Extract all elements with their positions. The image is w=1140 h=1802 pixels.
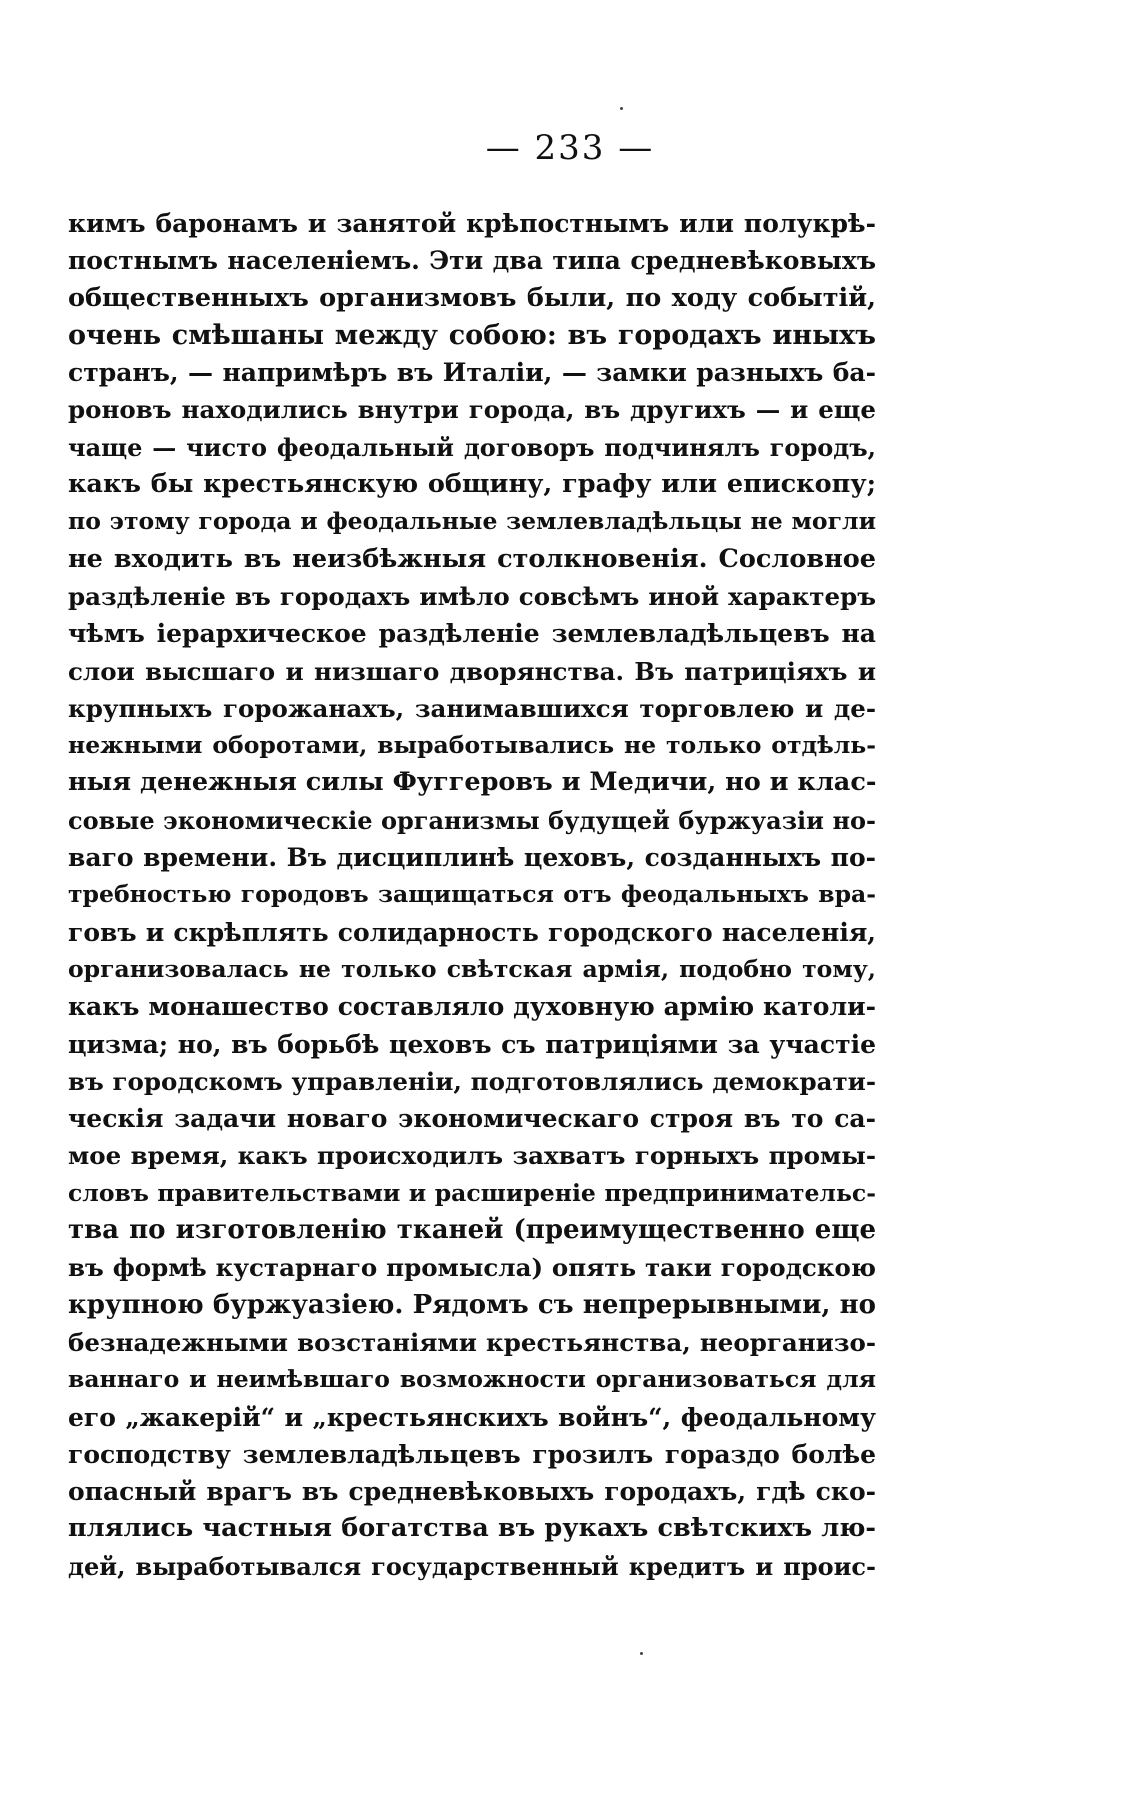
text-line: мое время, какъ происходилъ захватъ горныхъ промы-	[68, 1141, 876, 1171]
text-line: какъ бы крестьянскую общину, графу или епископу;	[68, 469, 876, 500]
text-line: цизма; но, въ борьбѣ цеховъ съ патриціями за участіе	[68, 1029, 876, 1059]
text-line: чѣмъ іерархическое раздѣленіе землевладѣльцевъ на	[68, 619, 876, 649]
page-number: — 233 —	[485, 128, 655, 168]
text-line: нежными оборотами, выработывались не только отдѣль-	[68, 731, 876, 760]
text-line: плялись частныя богатства въ рукахъ свѣтскихъ лю-	[68, 1513, 876, 1544]
text-line: опасный врагъ въ средневѣковыхъ городахъ, гдѣ ско-	[68, 1477, 876, 1507]
text-line: по этому города и феодальные землевладѣльцы не могли	[68, 507, 876, 536]
text-line: безнадежными возстаніями крестьянства, неорганизо-	[68, 1327, 876, 1357]
text-line: не входить въ неизбѣжныя столкновенія. Сословное	[68, 543, 876, 574]
text-line: роновъ находились внутри города, въ другихъ — и еще	[68, 395, 876, 425]
text-line: слои высшаго и низшаго дворянства. Въ патриціяхъ и	[68, 656, 876, 686]
text-line: въ городскомъ управленіи, подготовлялись демократи-	[68, 1066, 876, 1096]
text-line: постнымъ населеніемъ. Эти два типа средневѣковыхъ	[68, 246, 876, 276]
text-line: организовалась не только свѣтская армія, подобно тому,	[68, 954, 876, 983]
text-line: крупныхъ горожанахъ, занимавшихся торговлею и де-	[68, 693, 876, 723]
scan-speck	[640, 1652, 643, 1655]
text-line: очень смѣшаны между собою: въ городахъ иныхъ	[68, 319, 876, 351]
text-line: въ формѣ кустарнаго промысла) опять таки городскою	[68, 1253, 876, 1283]
text-line: крупною буржуазіею. Рядомъ съ непрерывными, но	[68, 1289, 876, 1320]
text-line: его „жакерій“ и „крестьянскихъ войнъ“, феодальному	[68, 1402, 876, 1432]
text-line: требностью городовъ защищаться отъ феодальныхъ вра-	[68, 880, 876, 909]
text-line: ваннаго и неимѣвшаго возможности организоваться для	[68, 1365, 876, 1394]
text-line: тва по изготовленію тканей (преимущественно еще	[68, 1215, 876, 1246]
text-line: словъ правительствами и расширеніе предпринимательс-	[68, 1178, 876, 1207]
text-line: совые экономическіе организмы будущей буржуазіи но-	[68, 805, 876, 835]
text-line: чаще — чисто феодальный договоръ подчинялъ городъ,	[68, 432, 876, 462]
text-line: говъ и скрѣплять солидарность городского населенія,	[68, 917, 876, 947]
text-line: какъ монашество составляло духовную армію католи-	[68, 992, 876, 1022]
text-line: господству землевладѣльцевъ грозилъ гораздо болѣе	[68, 1439, 876, 1469]
text-line: ваго времени. Въ дисциплинѣ цеховъ, созданныхъ по-	[68, 843, 876, 873]
scan-speck	[620, 107, 623, 110]
text-line: кимъ баронамъ и занятой крѣпостнымъ или полукрѣ-	[68, 209, 876, 238]
text-line: общественныхъ организмовъ были, по ходу событій,	[68, 282, 876, 313]
text-line: дей, выработывался государственный кредитъ и проис-	[68, 1551, 876, 1581]
text-line: странъ, — напримѣръ въ Италіи, — замки разныхъ ба-	[68, 358, 876, 388]
text-line: ческія задачи новаго экономическаго строя въ то са-	[68, 1104, 876, 1134]
text-line: раздѣленіе въ городахъ имѣло совсѣмъ иной характеръ	[68, 581, 876, 611]
body-text	[68, 205, 876, 1585]
text-line: ныя денежныя силы Фуггеровъ и Медичи, но и клас-	[68, 767, 876, 798]
